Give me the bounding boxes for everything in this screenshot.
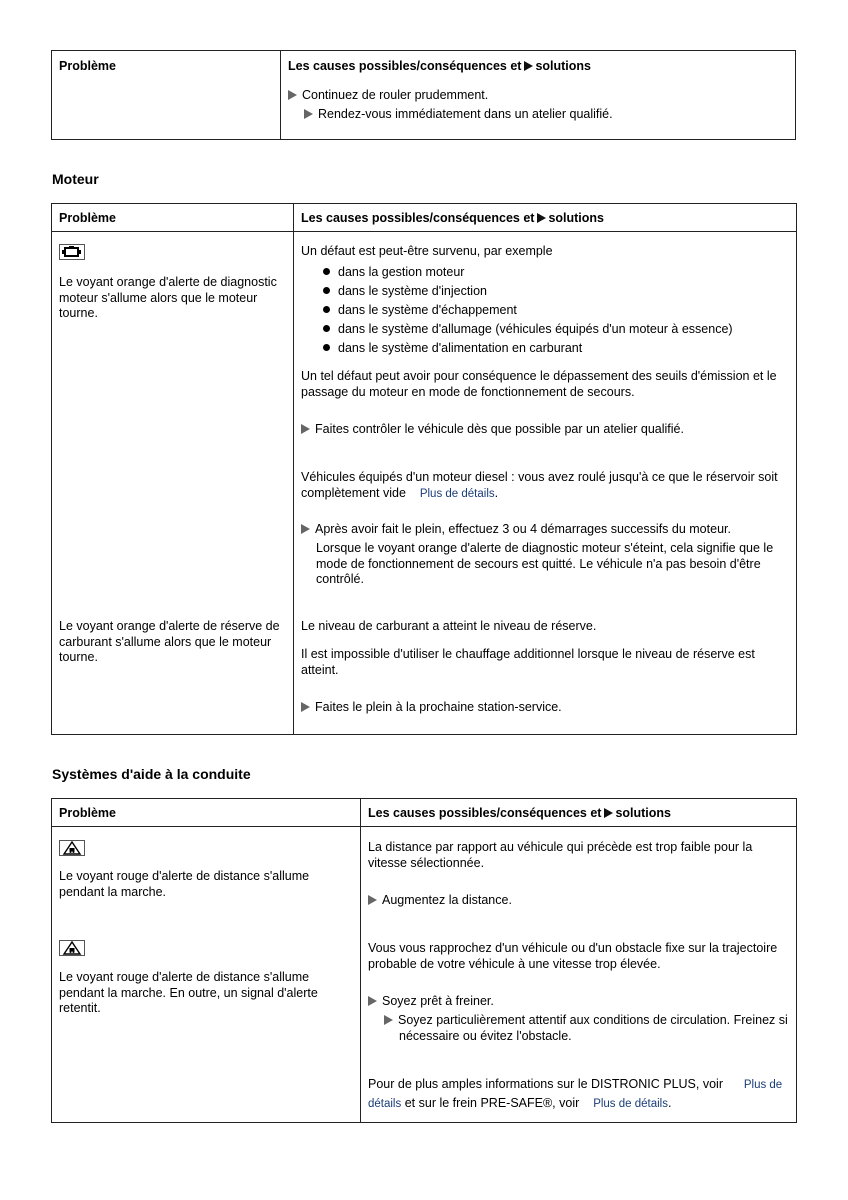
instruction-step: Faites le plein à la prochaine station-service. bbox=[301, 700, 562, 716]
arrow-icon bbox=[304, 109, 313, 119]
consequence-text: Un tel défaut peut avoir pour conséquence le dépassement des seuils d'émission et le passage du moteur en mode de fonctionnement de secours. bbox=[301, 369, 777, 399]
bullet-item: dans le système d'injection bbox=[338, 284, 487, 298]
arrow-icon bbox=[288, 90, 297, 100]
instruction-step: Continuez de rouler prudemment. bbox=[288, 88, 488, 104]
header-problem: Problème bbox=[59, 211, 116, 225]
arrow-icon bbox=[301, 424, 310, 434]
cause-text: Vous vous rapprochez d'un véhicule ou d'un obstacle fixe sur la trajectoire probable de votre véhicule à une vitesse trop élevée. bbox=[368, 941, 778, 971]
problem-text: Le voyant orange d'alerte de diagnostic moteur s'allume alors que le moteur tourne. bbox=[59, 275, 277, 320]
arrow-icon bbox=[604, 808, 613, 818]
details-link-presafe[interactable]: Plus de détails bbox=[593, 1098, 668, 1110]
note-text: Il est impossible d'utiliser le chauffage additionnel lorsque le niveau de réserve est atteint. bbox=[301, 647, 755, 677]
bullet-dot bbox=[323, 306, 330, 313]
problem-text: Le voyant rouge d'alerte de distance s'allume pendant la marche. En outre, un signal d'alerte retentit. bbox=[59, 970, 318, 1015]
instruction-step: Augmentez la distance. bbox=[368, 893, 512, 909]
info-text: Pour de plus amples informations sur le DISTRONIC PLUS, voir Plus de détails et sur le frein PRE-SAFE®, voir Plus de détails. bbox=[368, 1077, 783, 1110]
bullet-item: dans le système d'échappement bbox=[338, 303, 517, 317]
header-problem: Problème bbox=[59, 806, 116, 820]
bullet-dot bbox=[323, 344, 330, 351]
instruction-substep: Soyez particulièrement attentif aux conditions de circulation. Freinez si nécessaire ou évitez l'obstacle. bbox=[384, 1013, 807, 1044]
instruction-step: Soyez prêt à freiner. bbox=[368, 994, 494, 1010]
table-continuation bbox=[51, 50, 796, 140]
bullet-dot bbox=[323, 268, 330, 275]
engine-warning-icon bbox=[59, 244, 85, 260]
section-title-moteur: Moteur bbox=[52, 171, 99, 187]
distance-warning-icon bbox=[59, 940, 85, 956]
arrow-icon bbox=[368, 996, 377, 1006]
header-causes-solutions: Les causes possibles/conséquences et solutions bbox=[368, 806, 672, 820]
details-link-distronic[interactable]: Plus de détails bbox=[368, 1079, 783, 1110]
section-title-aide: Systèmes d'aide à la conduite bbox=[52, 766, 251, 782]
arrow-icon bbox=[384, 1015, 393, 1025]
arrow-icon bbox=[301, 702, 310, 712]
bullet-dot bbox=[323, 287, 330, 294]
table-aide-conduite bbox=[51, 798, 797, 1123]
cause-intro: Un défaut est peut-être survenu, par exemple bbox=[301, 244, 553, 258]
arrow-icon bbox=[537, 213, 546, 223]
header-causes-solutions: Les causes possibles/conséquences et solutions bbox=[301, 211, 605, 225]
bullet-item: dans le système d'allumage (véhicules équipés d'un moteur à essence) bbox=[338, 322, 733, 336]
bullet-item: dans la gestion moteur bbox=[338, 265, 465, 279]
problem-text: Le voyant orange d'alerte de réserve de carburant s'allume alors que le moteur tourne. bbox=[59, 619, 280, 664]
arrow-icon bbox=[368, 895, 377, 905]
bullet-item: dans le système d'alimentation en carburant bbox=[338, 341, 583, 355]
header-problem: Problème bbox=[59, 59, 116, 73]
header-causes-solutions: Les causes possibles/conséquences et solutions bbox=[288, 59, 592, 73]
problem-text: Le voyant rouge d'alerte de distance s'allume pendant la marche. bbox=[59, 869, 310, 899]
diesel-text: Véhicules équipés d'un moteur diesel : vous avez roulé jusqu'à ce que le réservoir soit complètement vide Plus de détails. bbox=[301, 470, 778, 500]
distance-warning-icon bbox=[59, 840, 85, 856]
cause-text: La distance par rapport au véhicule qui précède est trop faible pour la vitesse sélectionnée. bbox=[368, 840, 753, 870]
instruction-step: Après avoir fait le plein, effectuez 3 ou 4 démarrages successifs du moteur. bbox=[301, 522, 731, 538]
instruction-substep: Rendez-vous immédiatement dans un atelier qualifié. bbox=[304, 107, 613, 123]
instruction-step: Faites contrôler le véhicule dès que possible par un atelier qualifié. bbox=[301, 422, 684, 438]
table-moteur bbox=[51, 203, 797, 735]
instruction-detail: Lorsque le voyant orange d'alerte de diagnostic moteur s'éteint, cela signifie que le mode de fonctionnement de secours est quitté. Le véhicule n'a pas besoin d'être contrôlé. bbox=[316, 541, 774, 586]
arrow-icon bbox=[301, 524, 310, 534]
bullet-dot bbox=[323, 325, 330, 332]
details-link[interactable]: Plus de détails bbox=[419, 487, 495, 500]
arrow-icon bbox=[524, 61, 533, 71]
cause-text: Le niveau de carburant a atteint le niveau de réserve. bbox=[301, 619, 597, 633]
